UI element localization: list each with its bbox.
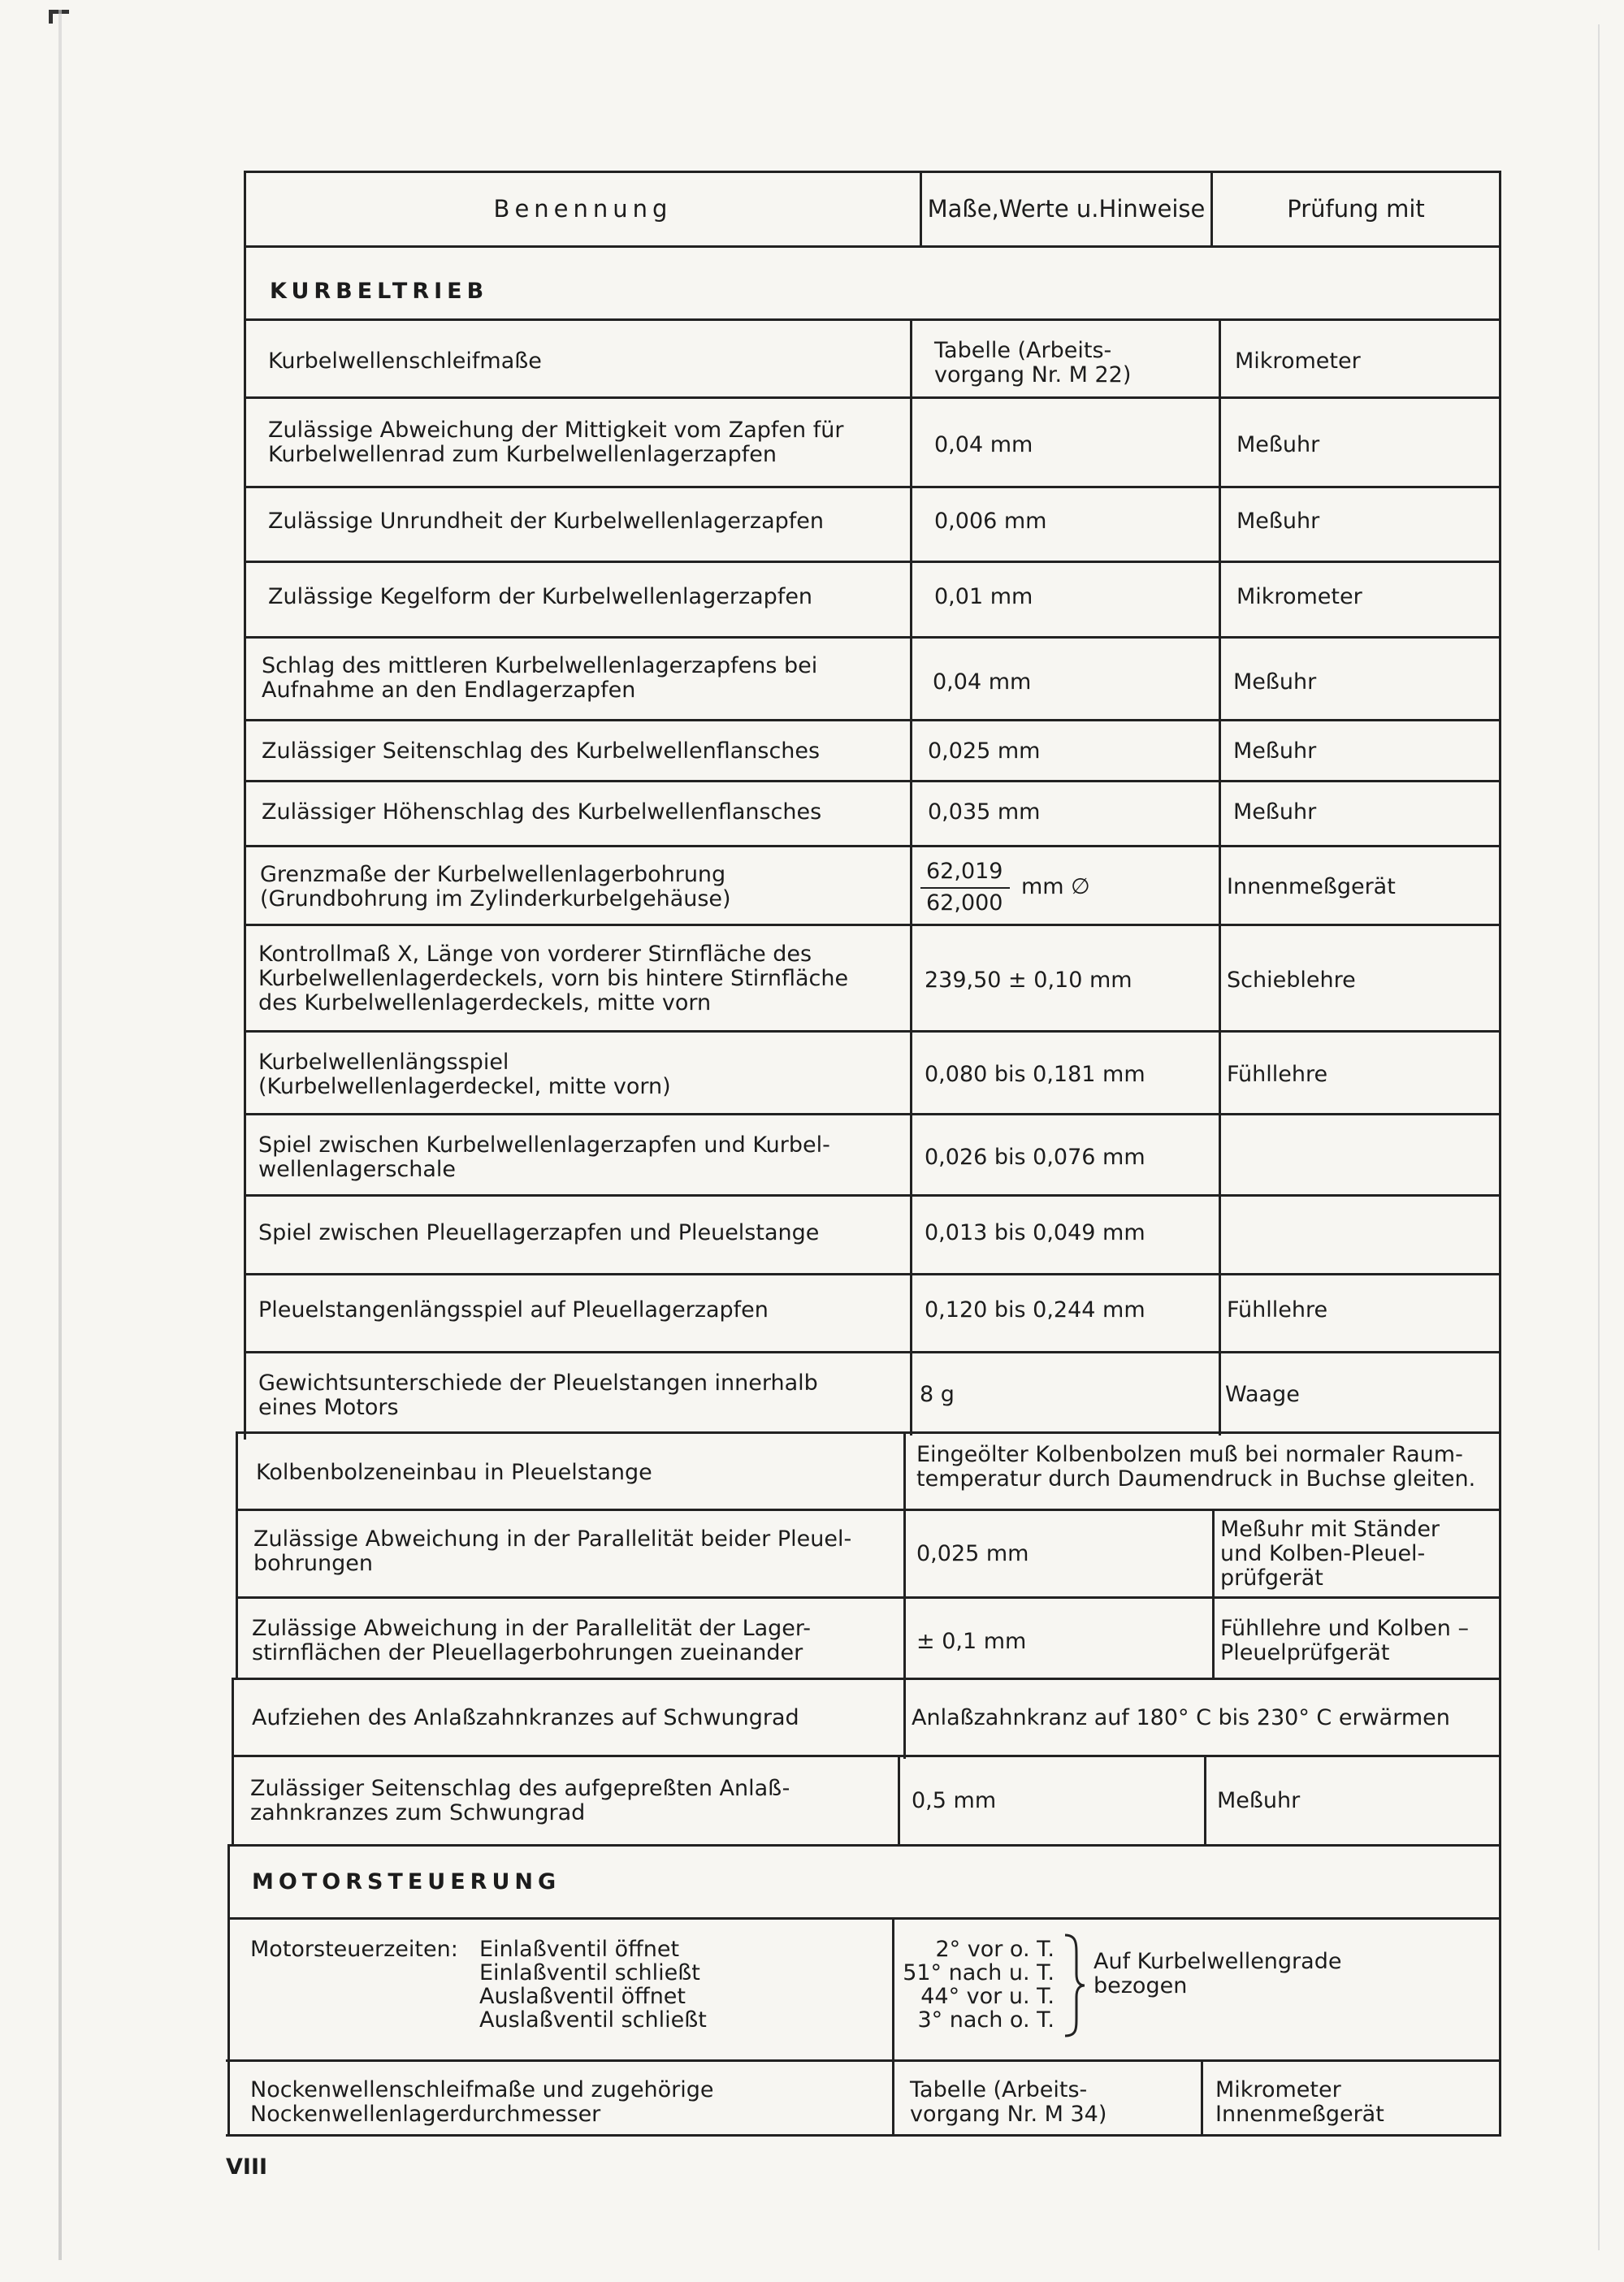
rule xyxy=(244,1351,1501,1353)
row-name: Zulässige Abweichung der Mittigkeit vom Zapfen für xyxy=(268,418,844,443)
row-name: Kurbelwellenlängsspiel xyxy=(258,1050,509,1075)
steuerzeiten-angle: 3° nach o. T. xyxy=(917,2007,1055,2033)
row-name: (Kurbelwellenlagerdeckel, mitte vorn) xyxy=(258,1074,671,1099)
row-value: Tabelle (Arbeits- xyxy=(934,338,1112,363)
row-name: Kontrollmaß X, Länge von vorderer Stirnfläche des xyxy=(258,942,812,967)
rule xyxy=(236,1431,238,1678)
section-kurbeltrieb: KURBELTRIEB xyxy=(270,279,489,304)
row-value-span: Anlaßzahnkranz auf 180° C bis 230° C erwärmen xyxy=(912,1705,1450,1730)
row-value: 0,04 mm xyxy=(934,432,1033,457)
rule xyxy=(1204,1755,1206,1844)
header-masse: Maße,Werte u.Hinweise xyxy=(927,195,1206,223)
row-name: Kurbelwellenschleifmaße xyxy=(268,349,542,374)
rule xyxy=(1212,1509,1215,1679)
rule xyxy=(244,1113,1501,1115)
row-tool: Meßuhr mit Ständer xyxy=(1220,1517,1440,1542)
rule xyxy=(1499,171,1501,248)
row-tool: Fühllehre und Kolben – xyxy=(1220,1616,1469,1641)
rule xyxy=(232,1678,1501,1680)
row-value: 0,035 mm xyxy=(928,799,1041,825)
rule xyxy=(244,1030,1501,1033)
row-name: Zulässige Abweichung in der Parallelität der Lager- xyxy=(252,1616,812,1641)
rule xyxy=(898,1755,900,1844)
row-value: 0,013 bis 0,049 mm xyxy=(925,1220,1145,1245)
curly-brace-icon xyxy=(1060,1932,1088,2039)
row-value-span: Eingeölter Kolbenbolzen muß bei normaler Raum- xyxy=(916,1442,1463,1467)
row-value: 0,025 mm xyxy=(928,738,1041,764)
row-tool: Meßuhr xyxy=(1236,509,1320,534)
nocken-name: Nockenwellenlagerdurchmesser xyxy=(250,2102,601,2127)
row-value: 0,006 mm xyxy=(934,509,1047,534)
row-name: Zulässiger Seitenschlag des Kurbelwellenflansches xyxy=(262,738,821,764)
rule xyxy=(227,1844,230,2137)
row-tool: Waage xyxy=(1225,1382,1300,1407)
row-tool: Schieblehre xyxy=(1227,968,1356,993)
rule xyxy=(244,924,1501,926)
rule xyxy=(244,245,246,1440)
nocken-name: Nockenwellenschleifmaße und zugehörige xyxy=(250,2077,714,2102)
row-name: Spiel zwischen Pleuellagerzapfen und Pleuelstange xyxy=(258,1220,820,1245)
nocken-value: Tabelle (Arbeits- xyxy=(910,2077,1088,2102)
row-name: Aufnahme an den Endlagerzapfen xyxy=(262,678,636,703)
fraction-bar xyxy=(920,887,1010,889)
row-value: 0,080 bis 0,181 mm xyxy=(925,1062,1145,1087)
row-name: Kolbenbolzeneinbau in Pleuelstange xyxy=(256,1460,652,1485)
steuerzeiten-angle: 2° vor o. T. xyxy=(935,1937,1055,1962)
nocken-tool: Innenmeßgerät xyxy=(1215,2102,1384,2127)
row-name: Zulässige Abweichung in der Parallelität beider Pleuel- xyxy=(253,1526,852,1552)
nocken-value: vorgang Nr. M 34) xyxy=(910,2102,1107,2127)
row-tool: Innenmeßgerät xyxy=(1227,874,1396,899)
row-value: vorgang Nr. M 22) xyxy=(934,362,1132,388)
row-value: 0,025 mm xyxy=(916,1541,1029,1566)
rule xyxy=(892,1917,894,2137)
row-tool: Fühllehre xyxy=(1227,1062,1328,1087)
tolerance-upper: 62,019 xyxy=(926,859,1003,884)
row-value: 0,01 mm xyxy=(934,584,1033,609)
steuerzeiten-item: Einlaßventil schließt xyxy=(479,1960,700,1985)
rule xyxy=(236,1431,1501,1434)
rule xyxy=(232,1755,1501,1757)
rule xyxy=(1499,245,1501,2137)
rule xyxy=(244,780,1501,782)
row-name: Kurbelwellenlagerdeckels, vorn bis hintere Stirnfläche xyxy=(258,966,849,991)
row-name: Zulässige Unrundheit der Kurbelwellenlagerzapfen xyxy=(268,509,825,534)
steuerzeiten-note: bezogen xyxy=(1093,1973,1188,1998)
page-number: VIII xyxy=(226,2154,268,2180)
rule xyxy=(244,845,1501,847)
row-name: Grenzmaße der Kurbelwellenlagerbohrung xyxy=(260,862,726,887)
row-tool: und Kolben-Pleuel- xyxy=(1220,1541,1426,1566)
row-tool: Meßuhr xyxy=(1233,738,1317,764)
row-name: (Grundbohrung im Zylinderkurbelgehäuse) xyxy=(260,886,731,912)
row-name: des Kurbelwellenlagerdeckels, mitte vorn xyxy=(258,990,712,1015)
row-tool: Mikrometer xyxy=(1235,349,1361,374)
section-motorsteuerung: MOTORSTEUERUNG xyxy=(252,1869,561,1894)
rule xyxy=(244,636,1501,639)
rule xyxy=(232,1678,234,1844)
row-value-span: temperatur durch Daumendruck in Buchse gleiten. xyxy=(916,1466,1476,1492)
binding-shadow xyxy=(58,10,62,2260)
row-name: Gewichtsunterschiede der Pleuelstangen innerhalb xyxy=(258,1370,818,1396)
row-tool: Mikrometer xyxy=(1236,584,1362,609)
row-tool: prüfgerät xyxy=(1220,1565,1323,1591)
steuerzeiten-item: Auslaßventil öffnet xyxy=(479,1984,686,2009)
tolerance-unit: mm ∅ xyxy=(1021,874,1090,899)
rule xyxy=(244,318,1501,321)
row-name: stirnflächen der Pleuellagerbohrungen zueinander xyxy=(252,1640,803,1665)
edge-shadow xyxy=(1598,24,1600,2250)
row-tool: Meßuhr xyxy=(1233,669,1317,695)
row-tool: Meßuhr xyxy=(1236,432,1320,457)
row-value: 8 g xyxy=(920,1382,955,1407)
steuerzeiten-item: Auslaßventil schließt xyxy=(479,2007,707,2033)
rule xyxy=(244,561,1501,563)
row-tool: Meßuhr xyxy=(1217,1788,1301,1813)
rule xyxy=(244,171,1501,173)
row-name: Zulässiger Höhenschlag des Kurbelwellenflansches xyxy=(262,799,822,825)
row-name: Kurbelwellenrad zum Kurbelwellenlagerzapfen xyxy=(268,442,777,467)
row-value: ± 0,1 mm xyxy=(916,1629,1027,1654)
row-value: 0,5 mm xyxy=(912,1788,997,1813)
header-pruefung: Prüfung mit xyxy=(1287,195,1425,223)
rule xyxy=(903,1431,906,1759)
row-name: Pleuelstangenlängsspiel auf Pleuellagerzapfen xyxy=(258,1297,769,1323)
steuerzeiten-note: Auf Kurbelwellengrade xyxy=(1093,1949,1342,1974)
rule xyxy=(1201,2059,1203,2137)
row-tool: Fühllehre xyxy=(1227,1297,1328,1323)
rule xyxy=(244,486,1501,488)
row-name: Aufziehen des Anlaßzahnkranzes auf Schwungrad xyxy=(252,1705,799,1730)
rule xyxy=(236,1509,1501,1511)
row-name: eines Motors xyxy=(258,1395,399,1420)
rule xyxy=(244,1273,1501,1275)
rule xyxy=(226,2059,1501,2062)
steuerzeiten-label: Motorsteuerzeiten: xyxy=(250,1937,458,1962)
row-name: bohrungen xyxy=(253,1551,373,1576)
steuerzeiten-item: Einlaßventil öffnet xyxy=(479,1937,680,1962)
row-value: 0,120 bis 0,244 mm xyxy=(925,1297,1145,1323)
rule xyxy=(236,1596,1501,1599)
row-name: Zulässige Kegelform der Kurbelwellenlagerzapfen xyxy=(268,584,813,609)
rule xyxy=(226,2134,1501,2137)
nocken-tool: Mikrometer xyxy=(1215,2077,1341,2102)
row-value: 239,50 ± 0,10 mm xyxy=(925,968,1132,993)
rule xyxy=(244,719,1501,721)
row-name: Spiel zwischen Kurbelwellenlagerzapfen und Kurbel- xyxy=(258,1132,830,1158)
row-name: Zulässiger Seitenschlag des aufgepreßten Anlaß- xyxy=(250,1776,790,1801)
rule xyxy=(910,318,912,1435)
steuerzeiten-angle: 44° vor u. T. xyxy=(920,1984,1055,2009)
row-name: wellenlagerschale xyxy=(258,1157,456,1182)
rule xyxy=(1219,318,1221,1435)
rule xyxy=(244,245,1501,248)
steuerzeiten-angle: 51° nach u. T. xyxy=(903,1960,1055,1985)
tolerance-lower: 62,000 xyxy=(926,890,1003,916)
rule xyxy=(227,1917,1501,1920)
row-value: 0,04 mm xyxy=(933,669,1032,695)
rule xyxy=(227,1844,1501,1847)
rule xyxy=(244,1194,1501,1197)
header-benennung: Benennung xyxy=(493,195,673,223)
row-tool: Pleuelprüfgerät xyxy=(1220,1640,1390,1665)
row-value: 0,026 bis 0,076 mm xyxy=(925,1145,1145,1170)
row-name: Schlag des mittleren Kurbelwellenlagerzapfens bei xyxy=(262,653,818,678)
row-tool: Meßuhr xyxy=(1233,799,1317,825)
rule xyxy=(244,396,1501,399)
row-name: zahnkranzes zum Schwungrad xyxy=(250,1800,586,1825)
